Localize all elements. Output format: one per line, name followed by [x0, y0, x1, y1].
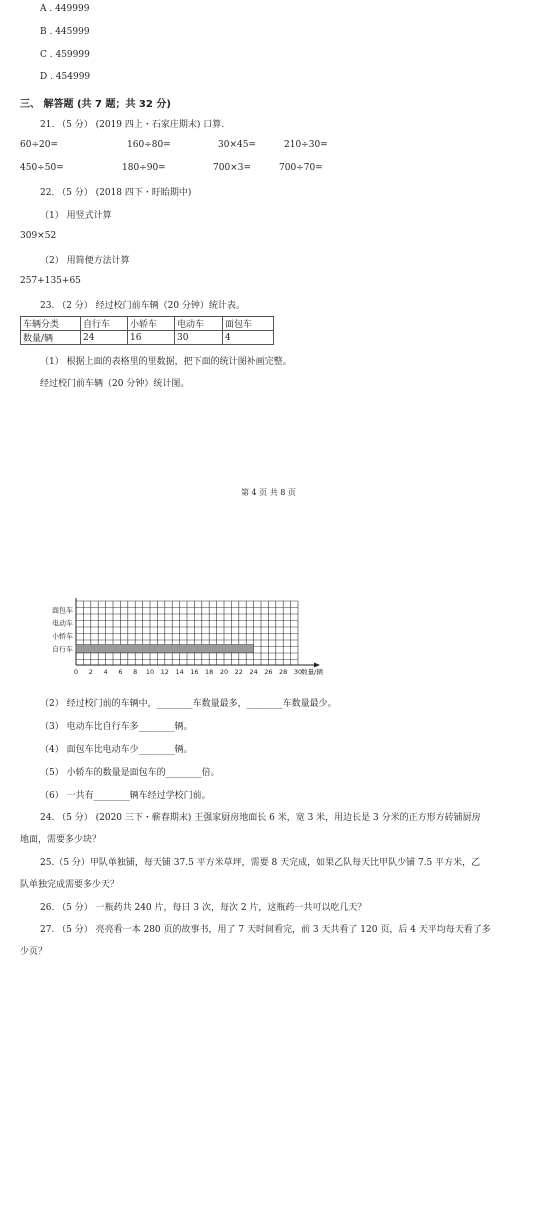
table-cell: 自行车 — [81, 317, 128, 331]
q21-r1-c3: 30×45= — [218, 140, 256, 150]
table-cell: 30 — [175, 331, 223, 345]
page-footer: 第 4 页 共 8 页 — [241, 488, 296, 497]
q27-line2: 少页？ — [20, 947, 48, 957]
q23-sub1: （1） 根据上面的表格里的里数据，把下面的统计图补画完整。 — [40, 357, 292, 367]
x-tick-label: 6 — [118, 668, 123, 676]
category-label: 电动车 — [52, 619, 73, 628]
q23-sub6: （6） 一共有________辆车经过学校门前。 — [40, 791, 211, 801]
q21-r2-c4: 700÷70= — [279, 163, 323, 173]
q25-line1: 25.（5 分）甲队单独铺，每天铺 37.5 平方米草坪，需要 8 天完成，如果乙队每天比甲队少铺 7.5 平方米，乙 — [40, 858, 481, 868]
x-tick-label: 2 — [88, 668, 93, 676]
q25-line2: 队单独完成需要多少天？ — [20, 880, 120, 890]
x-tick-label: 10 — [145, 668, 155, 676]
q23-sub4: （4） 面包车比电动车少________辆。 — [40, 745, 193, 755]
table-cell: 16 — [128, 331, 175, 345]
x-axis-label: 数量/辆 — [301, 668, 323, 676]
q27-line1: 27. （5 分） 亮亮看一本 280 页的故事书，用了 7 天时间看完，前 3 天共看了 120 页，后 4 天平均每天看了多 — [40, 925, 491, 935]
q23-sub2: （2） 经过校门前的车辆中，________车数量最多，________车数量最少。 — [40, 699, 337, 709]
x-tick-label: 8 — [133, 668, 138, 676]
table-cell: 车辆分类 — [21, 317, 81, 331]
q22-expr1: 309×52 — [20, 231, 57, 241]
table-cell: 4 — [223, 331, 274, 345]
table-row — [21, 331, 274, 345]
q22-sub2: （2） 用简便方法计算 — [40, 256, 130, 266]
x-tick-label: 18 — [205, 668, 214, 676]
x-tick-label: 12 — [160, 668, 169, 676]
x-tick-label: 16 — [190, 668, 199, 676]
q26: 26. （5 分） 一瓶药共 240 片，每日 3 次，每次 2 片，这瓶药一共可以吃几天？ — [40, 903, 367, 913]
table-cell: 面包车 — [223, 317, 274, 331]
q23-stem: 23. （2 分） 经过校门前车辆（20 分钟）统计表。 — [40, 301, 245, 311]
x-tick-label: 30 — [293, 668, 303, 676]
section-title: 三、 解答题 (共 7 题；共 32 分) — [20, 99, 171, 110]
x-tick-label: 28 — [279, 668, 288, 676]
x-tick-label: 0 — [73, 668, 79, 676]
category-label: 自行车 — [52, 645, 73, 654]
q21-r2-c2: 180÷90= — [122, 163, 166, 173]
q24-line2: 地面，需要多少块？ — [20, 835, 102, 845]
q21-r1-c4: 210÷30= — [284, 140, 328, 150]
vehicle-bar-chart — [40, 596, 323, 686]
table-cell: 电动车 — [175, 317, 223, 331]
x-tick-label: 4 — [103, 668, 108, 676]
q22-sub1: （1） 用竖式计算 — [40, 211, 112, 221]
q21-r1-c1: 60÷20= — [20, 140, 58, 150]
bar-3 — [76, 645, 254, 653]
q21-r1-c2: 160÷80= — [127, 140, 171, 150]
x-axis-arrow — [314, 663, 320, 668]
q21-stem: 21. （5 分） (2019 四上・石家庄期末) 口算. — [40, 120, 225, 130]
q23-sub5: （5） 小轿车的数量是面包车的________倍。 — [40, 768, 220, 778]
x-tick-label: 24 — [249, 668, 258, 676]
q22-stem: 22. （5 分） (2018 四下・盱眙期中) — [40, 188, 192, 198]
table-cell: 数量/辆 — [21, 331, 81, 345]
x-tick-label: 14 — [175, 668, 184, 676]
q23-chart-caption: 经过校门前车辆（20 分钟）统计图。 — [40, 379, 190, 389]
table-row — [21, 317, 274, 331]
x-tick-label: 22 — [234, 668, 243, 676]
q23-sub3: （3） 电动车比自行车多________辆。 — [40, 722, 193, 732]
table-cell: 24 — [81, 331, 128, 345]
q22-expr2: 257+135+65 — [20, 276, 81, 286]
x-tick-label: 20 — [219, 668, 229, 676]
q24-line1: 24. （5 分） (2020 三下・蕲春期末) 王强家厨房地面长 6 米，宽 3 米，用边长是 3 分米的正方形方砖铺厨房 — [40, 813, 481, 823]
category-label: 面包车 — [52, 606, 73, 615]
vehicle-stats-table — [20, 316, 274, 345]
q21-r2-c1: 450÷50= — [20, 163, 64, 173]
category-label: 小轿车 — [52, 632, 73, 641]
x-tick-label: 26 — [264, 668, 273, 676]
q21-r2-c3: 700×3= — [213, 163, 251, 173]
option-b: B . 445999 — [40, 27, 90, 37]
table-cell: 小轿车 — [128, 317, 175, 331]
option-d: D . 454999 — [40, 72, 91, 82]
option-c: C . 459999 — [40, 50, 90, 60]
option-a: A . 449999 — [40, 4, 90, 14]
